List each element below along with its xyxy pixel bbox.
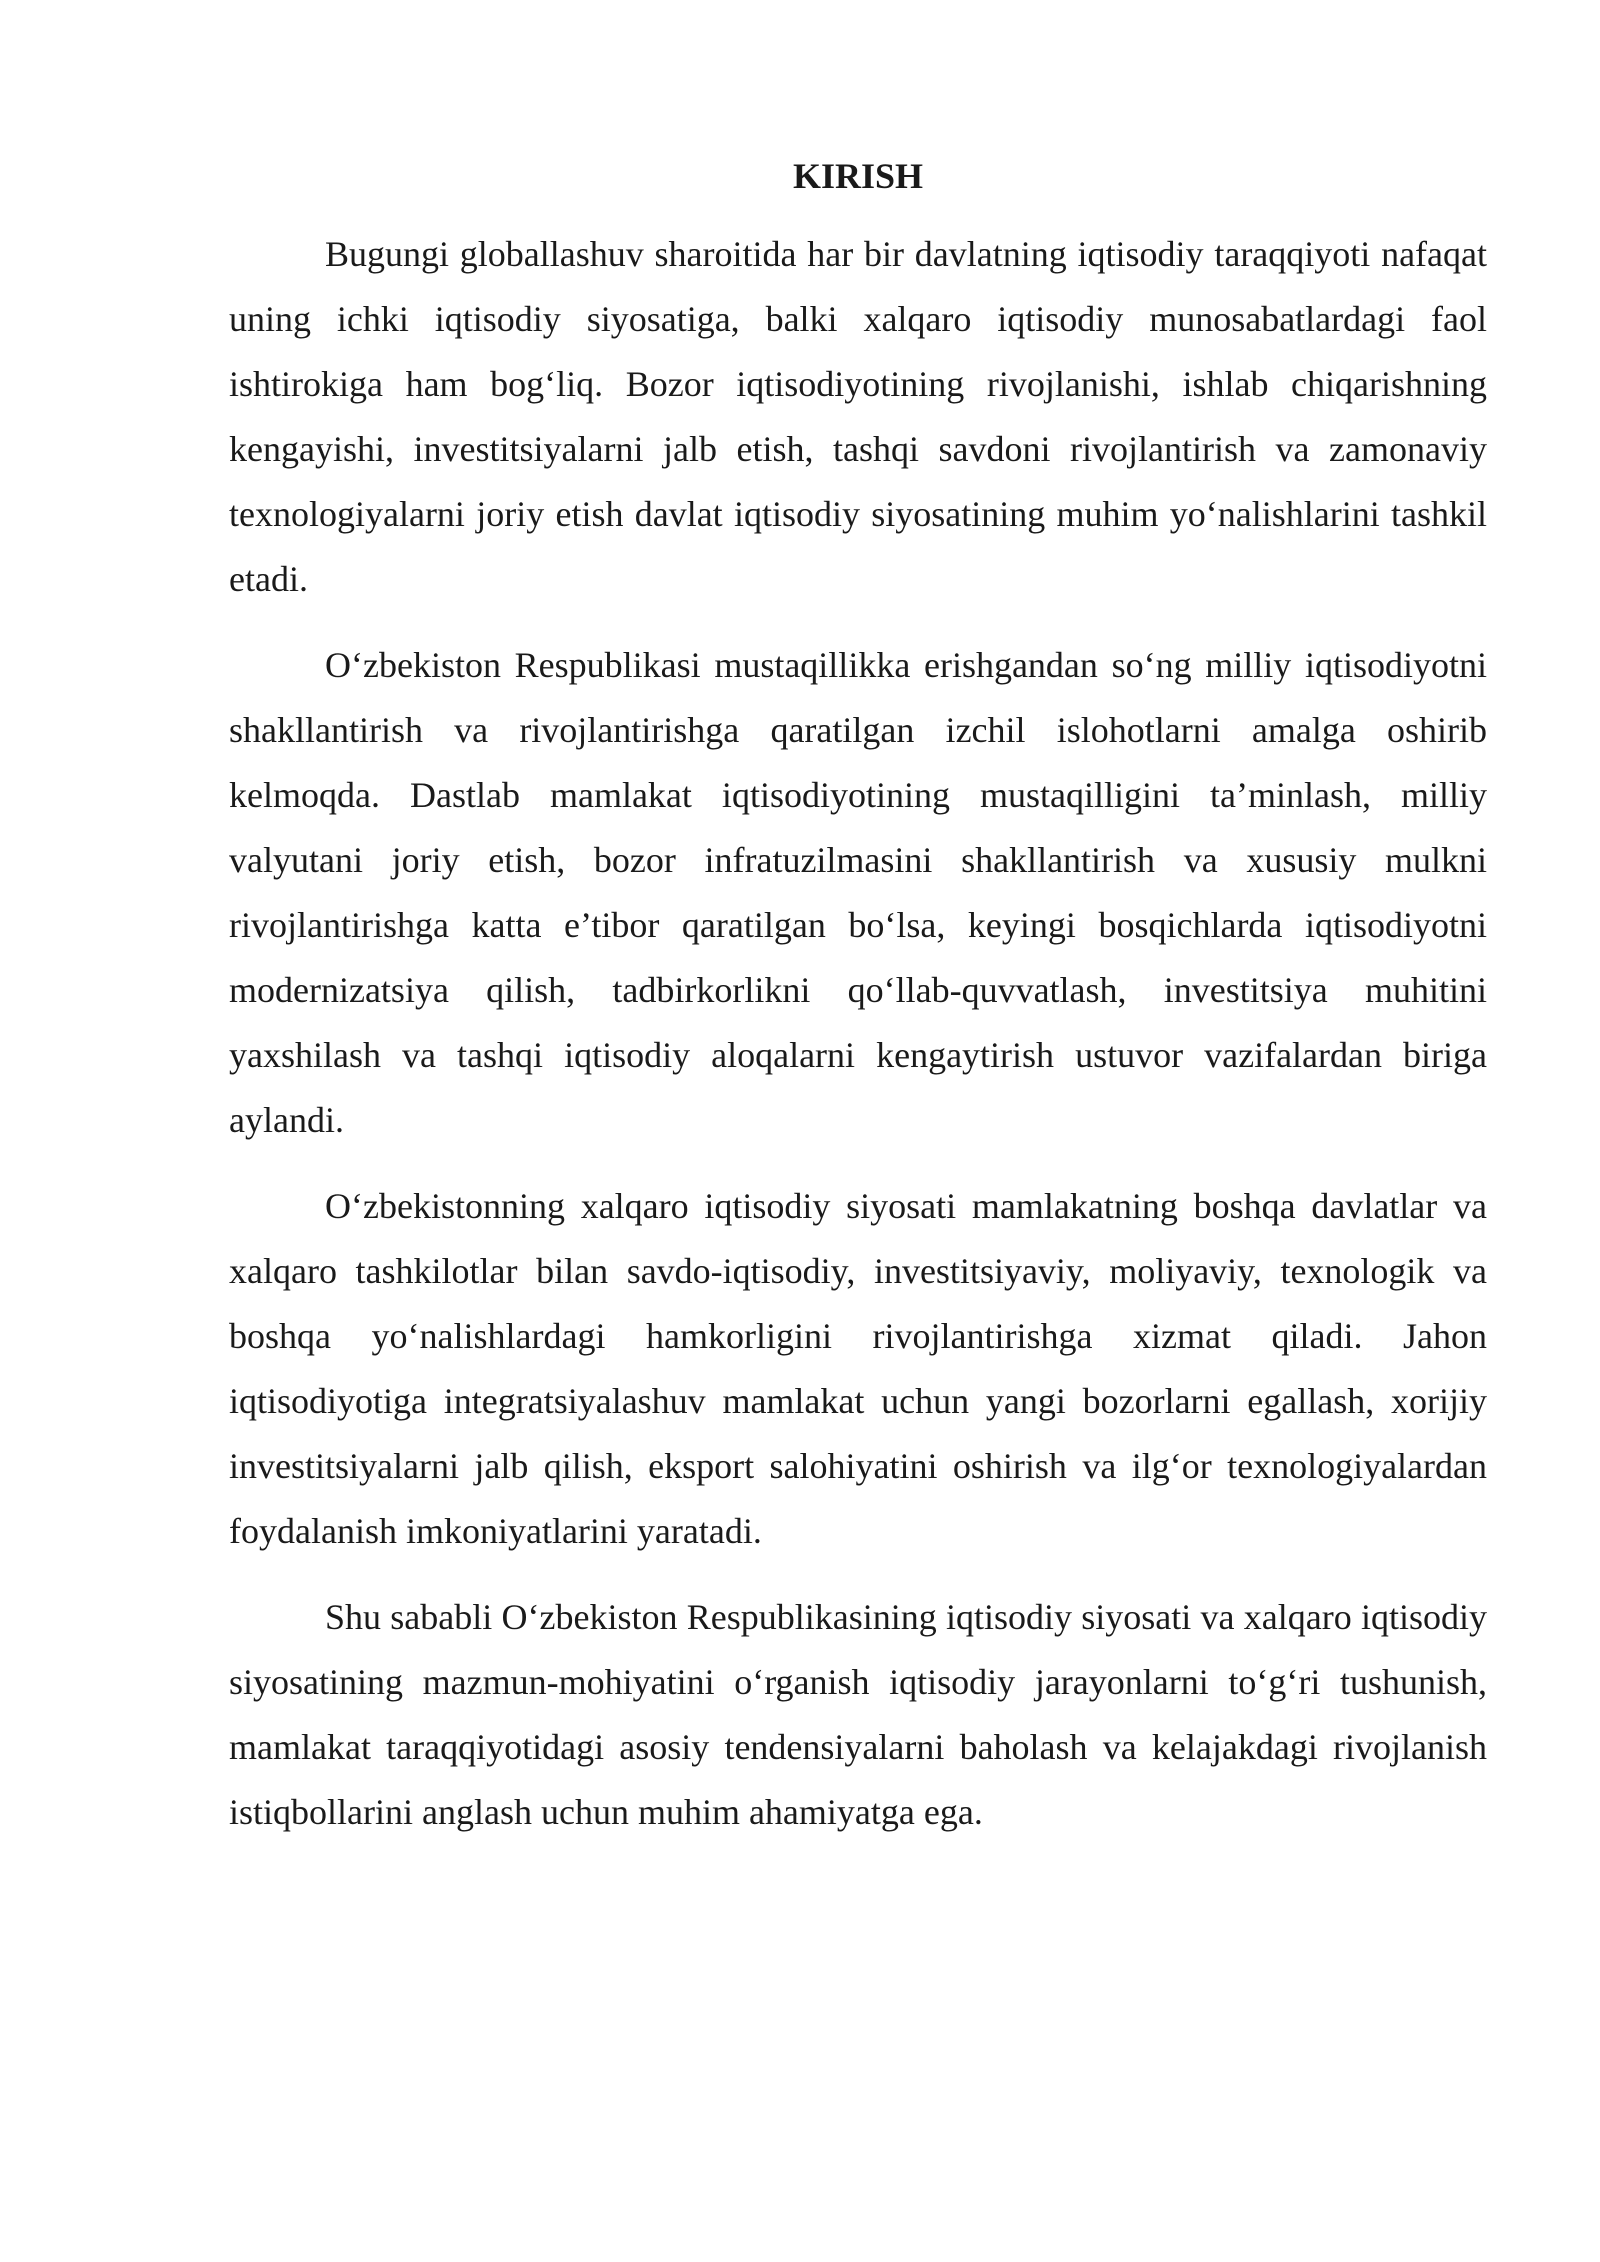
- paragraph: O‘zbekiston Respublikasi mustaqillikka erishgandan so‘ng milliy iqtisodiyotni shakllantirish va rivojlantirishga qaratilgan izchil islohotlarni amalga oshirib kelmoqda. Dastlab mamlakat iqtisodiyotining mustaqilligini ta’minlash, milliy valyutani joriy etish, bozor infratuzilmasini shakllantirish va xususiy mulkni rivojlantirishga katta e’tibor qaratilgan bo‘lsa, keyingi bosqichlarda iqtisodiyotni modernizatsiya qilish, tadbirkorlikni qo‘llab-quvvatlash, investitsiya muhitini yaxshilash va tashqi iqtisodiy aloqalarni kengaytirish ustuvor vazifalardan biriga aylandi.: [229, 645, 1487, 1140]
- paragraph: Shu sababli O‘zbekiston Respublikasining iqtisodiy siyosati va xalqaro iqtisodiy siyosatining mazmun-mohiyatini o‘rganish iqtisodiy jarayonlarni to‘g‘ri tushunish, mamlakat taraqqiyotidagi asosiy tendensiyalarni baholash va kelajakdagi rivojlanish istiqbollarini anglash uchun muhim ahamiyatga ega.: [229, 1597, 1487, 1832]
- document-body: [229, 150, 1487, 1866]
- paragraph: O‘zbekistonning xalqaro iqtisodiy siyosati mamlakatning boshqa davlatlar va xalqaro tashkilotlar bilan savdo-iqtisodiy, investitsiyaviy, moliyaviy, texnologik va boshqa yo‘nalishlardagi hamkorligini rivojlantirishga xizmat qiladi. Jahon iqtisodiyotiga integratsiyalashuv mamlakat uchun yangi bozorlarni egallash, xorijiy investitsiyalarni jalb qilish, eksport salohiyatini oshirish va ilg‘or texnologiyalardan foydalanish imkoniyatlarini yaratadi.: [229, 1186, 1487, 1551]
- page-title: KIRISH: [792, 156, 924, 196]
- paragraph: Bugungi globallashuv sharoitida har bir davlatning iqtisodiy taraqqiyoti nafaqat uning ichki iqtisodiy siyosatiga, balki xalqaro iqtisodiy munosabatlardagi faol ishtirokiga ham bog‘liq. Bozor iqtisodiyotining rivojlanishi, ishlab chiqarishning kengayishi, investitsiyalarni jalb etish, tashqi savdoni rivojlantirish va zamonaviy texnologiyalarni joriy etish davlat iqtisodiy siyosatining muhim yo‘nalishlarini tashkil etadi.: [229, 234, 1487, 599]
